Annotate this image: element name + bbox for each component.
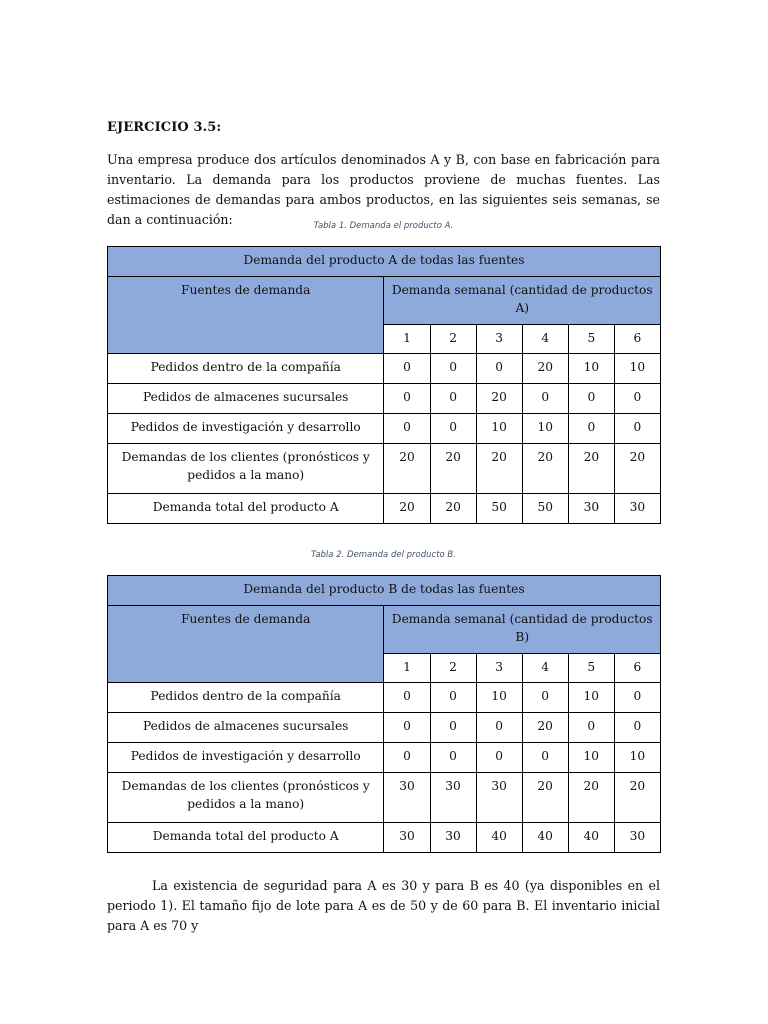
table-a-week-3: 3 — [476, 325, 522, 354]
cell: 0 — [522, 743, 568, 773]
cell: 0 — [430, 354, 476, 384]
cell: 20 — [614, 773, 660, 823]
table-row — [108, 683, 661, 713]
cell: 0 — [568, 713, 614, 743]
cell: 0 — [430, 743, 476, 773]
table-a-week-2: 2 — [430, 325, 476, 354]
cell: 30 — [384, 823, 430, 853]
cell: 20 — [568, 444, 614, 494]
table-b-week-1: 1 — [384, 654, 430, 683]
cell: 20 — [522, 713, 568, 743]
cell: 10 — [476, 683, 522, 713]
table-row — [108, 713, 661, 743]
cell: 40 — [522, 823, 568, 853]
row-label: Pedidos de almacenes sucursales — [108, 384, 384, 414]
cell: 20 — [522, 444, 568, 494]
table-row — [108, 743, 661, 773]
row-label: Demandas de los clientes (pronósticos y pedidos a la mano) — [108, 773, 384, 823]
cell: 50 — [476, 494, 522, 524]
exercise-heading: EJERCICIO 3.5: — [107, 120, 222, 135]
closing-paragraph: La existencia de seguridad para A es 30 y para B es 40 (ya disponibles en el periodo 1). El tamaño fijo de lote para A es de 50 y de 60 para B. El inventario inicial para A es 70 y — [107, 878, 660, 933]
cell: 10 — [568, 354, 614, 384]
row-label: Demanda total del producto A — [108, 823, 384, 853]
cell: 10 — [614, 354, 660, 384]
table-b-caption: Tabla 2. Demanda del producto B. — [311, 550, 456, 560]
cell: 0 — [384, 384, 430, 414]
cell: 0 — [614, 384, 660, 414]
table-a-source-header: Fuentes de demanda — [108, 277, 384, 354]
cell: 20 — [430, 444, 476, 494]
table-a-week-5: 5 — [568, 325, 614, 354]
table-a — [107, 246, 661, 524]
row-label: Pedidos de investigación y desarrollo — [108, 414, 384, 444]
row-label: Pedidos dentro de la compañía — [108, 354, 384, 384]
cell: 20 — [614, 444, 660, 494]
table-row — [108, 384, 661, 414]
cell: 10 — [476, 414, 522, 444]
table-row — [108, 444, 661, 494]
cell: 0 — [614, 683, 660, 713]
cell: 50 — [522, 494, 568, 524]
cell: 20 — [384, 444, 430, 494]
row-label: Demanda total del producto A — [108, 494, 384, 524]
table-b-week-6: 6 — [614, 654, 660, 683]
table-a-weekly-header: Demanda semanal (cantidad de productos A) — [384, 277, 661, 325]
cell: 30 — [614, 494, 660, 524]
cell: 0 — [568, 384, 614, 414]
row-label: Demandas de los clientes (pronósticos y pedidos a la mano) — [108, 444, 384, 494]
cell: 0 — [476, 713, 522, 743]
cell: 0 — [384, 414, 430, 444]
cell: 30 — [614, 823, 660, 853]
cell: 20 — [384, 494, 430, 524]
table-b-weekly-header: Demanda semanal (cantidad de productos B) — [384, 606, 661, 654]
cell: 0 — [476, 743, 522, 773]
cell: 0 — [430, 414, 476, 444]
cell: 20 — [476, 384, 522, 414]
cell: 0 — [384, 713, 430, 743]
cell: 10 — [522, 414, 568, 444]
cell: 30 — [430, 773, 476, 823]
cell: 20 — [568, 773, 614, 823]
table-a-week-1: 1 — [384, 325, 430, 354]
table-row — [108, 494, 661, 524]
cell: 0 — [430, 384, 476, 414]
cell: 20 — [522, 354, 568, 384]
table-row — [108, 414, 661, 444]
cell: 0 — [476, 354, 522, 384]
cell: 0 — [384, 354, 430, 384]
cell: 40 — [568, 823, 614, 853]
table-b-week-2: 2 — [430, 654, 476, 683]
cell: 30 — [384, 773, 430, 823]
cell: 10 — [568, 743, 614, 773]
row-label: Pedidos dentro de la compañía — [108, 683, 384, 713]
table-b-source-header: Fuentes de demanda — [108, 606, 384, 683]
cell: 0 — [522, 384, 568, 414]
cell: 0 — [430, 713, 476, 743]
intro-paragraph: Una empresa produce dos artículos denominados A y B, con base en fabricación para inventario. La demanda para los productos proviene de muchas fuentes. Las estimaciones de demandas para ambos productos, en las siguientes seis semanas, se dan a continuación: — [107, 152, 660, 227]
table-a-title: Demanda del producto A de todas las fuentes — [108, 247, 661, 277]
table-row — [108, 823, 661, 853]
row-label: Pedidos de investigación y desarrollo — [108, 743, 384, 773]
table-a-week-4: 4 — [522, 325, 568, 354]
table-b-week-3: 3 — [476, 654, 522, 683]
cell: 10 — [568, 683, 614, 713]
cell: 20 — [476, 444, 522, 494]
cell: 0 — [384, 743, 430, 773]
cell: 0 — [430, 683, 476, 713]
cell: 0 — [522, 683, 568, 713]
table-a-week-6: 6 — [614, 325, 660, 354]
cell: 0 — [614, 713, 660, 743]
cell: 40 — [476, 823, 522, 853]
table-a-caption: Tabla 1. Demanda el producto A. — [313, 221, 454, 231]
cell: 30 — [568, 494, 614, 524]
cell: 0 — [614, 414, 660, 444]
table-b-week-4: 4 — [522, 654, 568, 683]
cell: 10 — [614, 743, 660, 773]
table-row — [108, 773, 661, 823]
cell: 30 — [430, 823, 476, 853]
table-b — [107, 575, 661, 853]
cell: 20 — [430, 494, 476, 524]
table-row — [108, 354, 661, 384]
table-b-title: Demanda del producto B de todas las fuentes — [108, 576, 661, 606]
cell: 0 — [384, 683, 430, 713]
cell: 20 — [522, 773, 568, 823]
cell: 30 — [476, 773, 522, 823]
row-label: Pedidos de almacenes sucursales — [108, 713, 384, 743]
table-b-week-5: 5 — [568, 654, 614, 683]
cell: 0 — [568, 414, 614, 444]
